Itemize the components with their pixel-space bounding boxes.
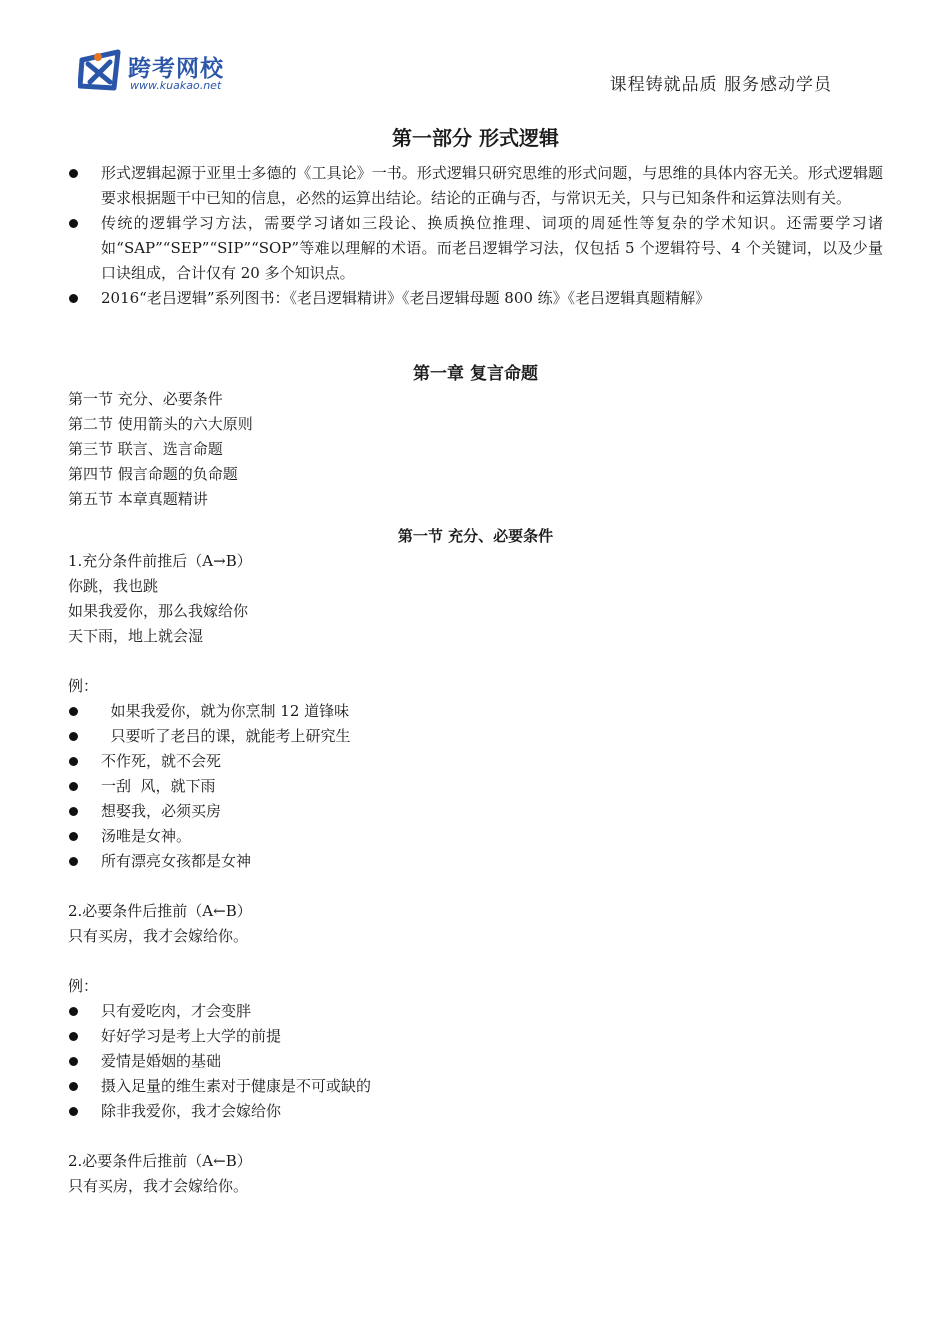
sufficient-line: 天下雨，地上就会湿 [68,627,204,645]
toc-item: 第三节 联言、选言命题 [68,440,223,458]
example-text: 所有漂亮女孩都是女神 [101,852,252,870]
example-item [68,1049,883,1074]
example-text: 摄入足量的维生素对于健康是不可或缺的 [101,1077,372,1095]
intro-text: 传统的逻辑学习方法，需要学习诸如三段论、换质换位推理、词项的周延性等复杂的学术知识。还需要学习诸如“SAP”“SEP”“SIP”“SOP”等难以理解的术语。而老吕逻辑学习法，仅包括 5 个逻辑符号、4 个关键词，以及少量口诀组成，合计仅有 20 多个知识点。 [101,214,883,282]
example-text: 一刮 风，就下雨 [101,777,216,795]
toc-item: 第二节 使用箭头的六大原则 [68,415,253,433]
kuakao-logo-icon [78,48,124,94]
sufficient-examples [68,699,883,874]
sufficient-heading: 1.充分条件前推后（A→B） [68,552,252,570]
bullet-icon [69,219,78,228]
example-text: 汤唯是女神。 [101,827,192,845]
bullet-icon [69,294,78,303]
bullet-icon [69,807,78,816]
intro-list [68,161,883,311]
necessary-heading-repeat: 2.必要条件后推前（A←B） [68,1152,252,1170]
example-label: 例： [68,677,99,695]
example-text: 只有爱吃肉，才会变胖 [101,1002,252,1020]
necessary-line: 只有买房，我才会嫁给你。 [68,927,249,945]
toc-item: 第一节 充分、必要条件 [68,390,223,408]
toc-item: 第四节 假言命题的负命题 [68,465,238,483]
example-text: 只要听了老吕的课，就能考上研究生 [101,727,351,745]
example-item [68,1074,883,1099]
toc-item: 第五节 本章真题精讲 [68,490,208,508]
chapter-title: 第一章 复言命题 [413,364,538,384]
example-text: 如果我爱你，就为你烹制 12 道锋味 [101,702,350,720]
logo-url: www.kuakao.net [130,79,222,92]
part-title: 第一部分 形式逻辑 [392,126,559,150]
document-body [68,124,883,1199]
bullet-icon [69,1082,78,1091]
example-item [68,849,883,874]
example-item [68,1099,883,1124]
intro-item [68,161,883,211]
example-item [68,749,883,774]
example-item [68,774,883,799]
example-text: 不作死，就不会死 [101,752,222,770]
necessary-line-repeat: 只有买房，我才会嫁给你。 [68,1177,249,1195]
example-label: 例： [68,977,99,995]
sufficient-line: 你跳，我也跳 [68,577,159,595]
kuakao-logo [78,48,238,96]
section-title: 第一节 充分、必要条件 [397,527,554,545]
table-of-contents [68,387,883,512]
example-item [68,699,883,724]
necessary-heading: 2.必要条件后推前（A←B） [68,902,252,920]
intro-item [68,211,883,286]
bullet-icon [69,732,78,741]
example-item [68,1024,883,1049]
intro-text: 2016“老吕逻辑”系列图书：《老吕逻辑精讲》《老吕逻辑母题 800 练》《老吕逻辑真题精解》 [101,289,711,307]
intro-item [68,286,883,311]
bullet-icon [69,707,78,716]
example-item [68,799,883,824]
example-item [68,824,883,849]
bullet-icon [69,169,78,178]
bullet-icon [69,1007,78,1016]
header-slogan: 课程铸就品质 服务感动学员 [609,75,832,95]
bullet-icon [69,1057,78,1066]
necessary-examples [68,999,883,1124]
bullet-icon [69,782,78,791]
example-text: 想娶我，必须买房 [101,802,222,820]
example-item [68,724,883,749]
bullet-icon [69,857,78,866]
example-text: 除非我爱你，我才会嫁给你 [101,1102,282,1120]
logo-name: 跨考网校 [128,56,224,82]
example-item [68,999,883,1024]
sufficient-line: 如果我爱你，那么我嫁给你 [68,602,249,620]
intro-text: 形式逻辑起源于亚里士多德的《工具论》一书。形式逻辑只研究思维的形式问题，与思维的具体内容无关。形式逻辑题要求根据题干中已知的信息，必然的运算出结论。结论的正确与否，与常识无关，只与已知条件和运算法则有关。 [101,164,883,207]
bullet-icon [69,1032,78,1041]
example-text: 好好学习是考上大学的前提 [101,1027,282,1045]
bullet-icon [69,832,78,841]
bullet-icon [69,1107,78,1116]
example-text: 爱情是婚姻的基础 [101,1052,222,1070]
bullet-icon [69,757,78,766]
